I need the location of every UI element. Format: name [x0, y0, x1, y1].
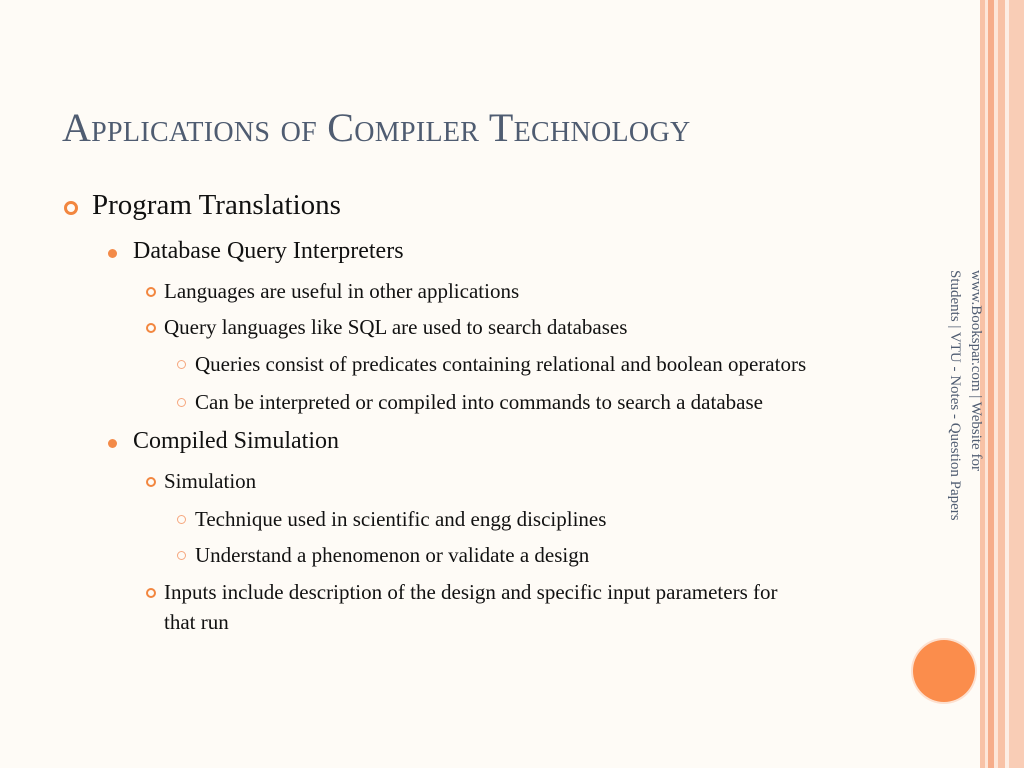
ring-bullet-icon: [177, 398, 186, 407]
ring-bullet-icon: [177, 551, 186, 560]
bullet-item-level3: Inputs include description of the design and specific input parameters for: [164, 580, 778, 604]
bullet-item-level4: Technique used in scientific and engg disciplines: [195, 507, 607, 531]
ring-bullet-icon: [146, 477, 156, 487]
dot-bullet-icon: [108, 249, 117, 258]
decorative-stripe: [1009, 0, 1024, 768]
bullet-item-level1: Program Translations: [92, 189, 341, 221]
ring-bullet-icon: [64, 201, 78, 215]
bullet-item-level3: Simulation: [164, 469, 257, 493]
bullet-item-level2: Compiled Simulation: [133, 428, 340, 454]
decorative-circle: [913, 640, 975, 702]
bullet-item-level3-continuation: that run: [164, 610, 229, 634]
ring-bullet-icon: [177, 360, 186, 369]
ring-bullet-icon: [146, 588, 156, 598]
ring-bullet-icon: [177, 515, 186, 524]
watermark-line-1: www.Bookspar.com | Website for: [968, 270, 984, 471]
watermark-line-2: Students | VTU - Notes - Question Papers: [947, 270, 963, 521]
ring-bullet-icon: [146, 323, 156, 333]
bullet-item-level2: Database Query Interpreters: [133, 238, 404, 264]
slide-title: Applications of Compiler Technology: [62, 105, 691, 150]
decorative-stripe: [998, 0, 1005, 768]
watermark-text: [940, 270, 986, 521]
ring-bullet-icon: [146, 287, 156, 297]
dot-bullet-icon: [108, 439, 117, 448]
bullet-item-level3: Query languages like SQL are used to search databases: [164, 315, 628, 339]
bullet-item-level4: Understand a phenomenon or validate a design: [195, 543, 590, 567]
bullet-item-level4: Can be interpreted or compiled into commands to search a database: [195, 390, 763, 414]
bullet-item-level3: Languages are useful in other applications: [164, 279, 520, 303]
bullet-item-level4: Queries consist of predicates containing relational and boolean operators: [195, 352, 807, 376]
